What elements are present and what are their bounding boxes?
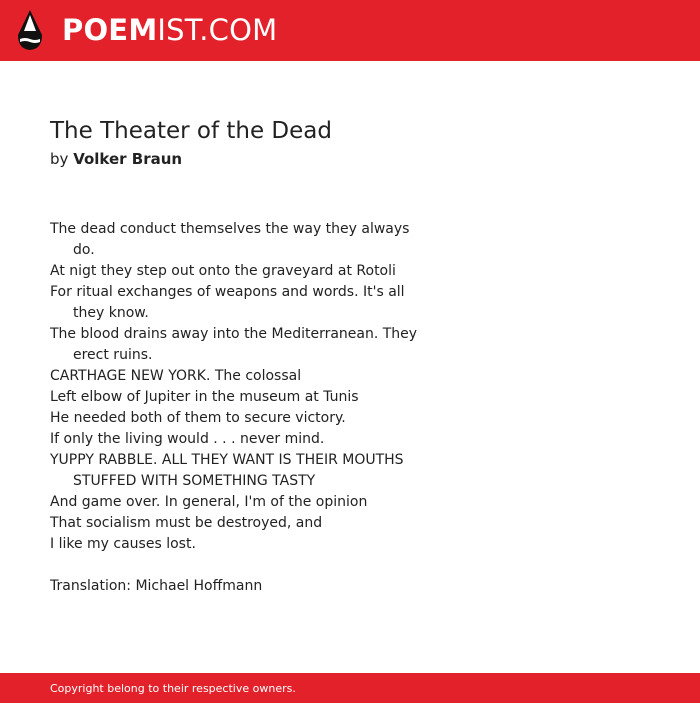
logo-text-light: IST.COM	[157, 13, 278, 47]
poem-line: For ritual exchanges of weapons and words. It's all they know.	[50, 284, 405, 321]
by-label: by	[50, 150, 69, 168]
poem-line: And game over. In general, I'm of the opinion	[50, 494, 368, 510]
poem-body	[50, 219, 430, 597]
site-logo[interactable]	[62, 12, 277, 48]
site-footer	[0, 673, 700, 703]
site-header	[0, 0, 700, 61]
translation-credit: Translation: Michael Hoffmann	[50, 578, 263, 594]
poem-line: YUPPY RABBLE. ALL THEY WANT IS THEIR MOUTHS STUFFED WITH SOMETHING TASTY	[50, 452, 404, 489]
pencil-logo-icon[interactable]	[16, 9, 44, 51]
poem-line: CARTHAGE NEW YORK. The colossal	[50, 368, 302, 384]
copyright-notice: Copyright belong to their respective owners.	[50, 682, 296, 695]
poem-line: Left elbow of Jupiter in the museum at Tunis	[50, 389, 359, 405]
poem-line: If only the living would . . . never mind.	[50, 431, 325, 447]
poem-title: The Theater of the Dead	[50, 118, 332, 144]
poem-line: At nigt they step out onto the graveyard at Rotoli	[50, 263, 396, 279]
poem-line: The blood drains away into the Mediterranean. They erect ruins.	[50, 326, 418, 363]
poem-line: I like my causes lost.	[50, 536, 196, 552]
poem-line: The dead conduct themselves the way they always do.	[50, 221, 410, 258]
author-name[interactable]: Volker Braun	[73, 150, 183, 168]
poem-line: That socialism must be destroyed, and	[50, 515, 323, 531]
poem-line: He needed both of them to secure victory.	[50, 410, 346, 426]
stanza-gap	[50, 555, 430, 576]
logo-text-bold: POEM	[62, 13, 158, 47]
byline	[50, 148, 182, 170]
